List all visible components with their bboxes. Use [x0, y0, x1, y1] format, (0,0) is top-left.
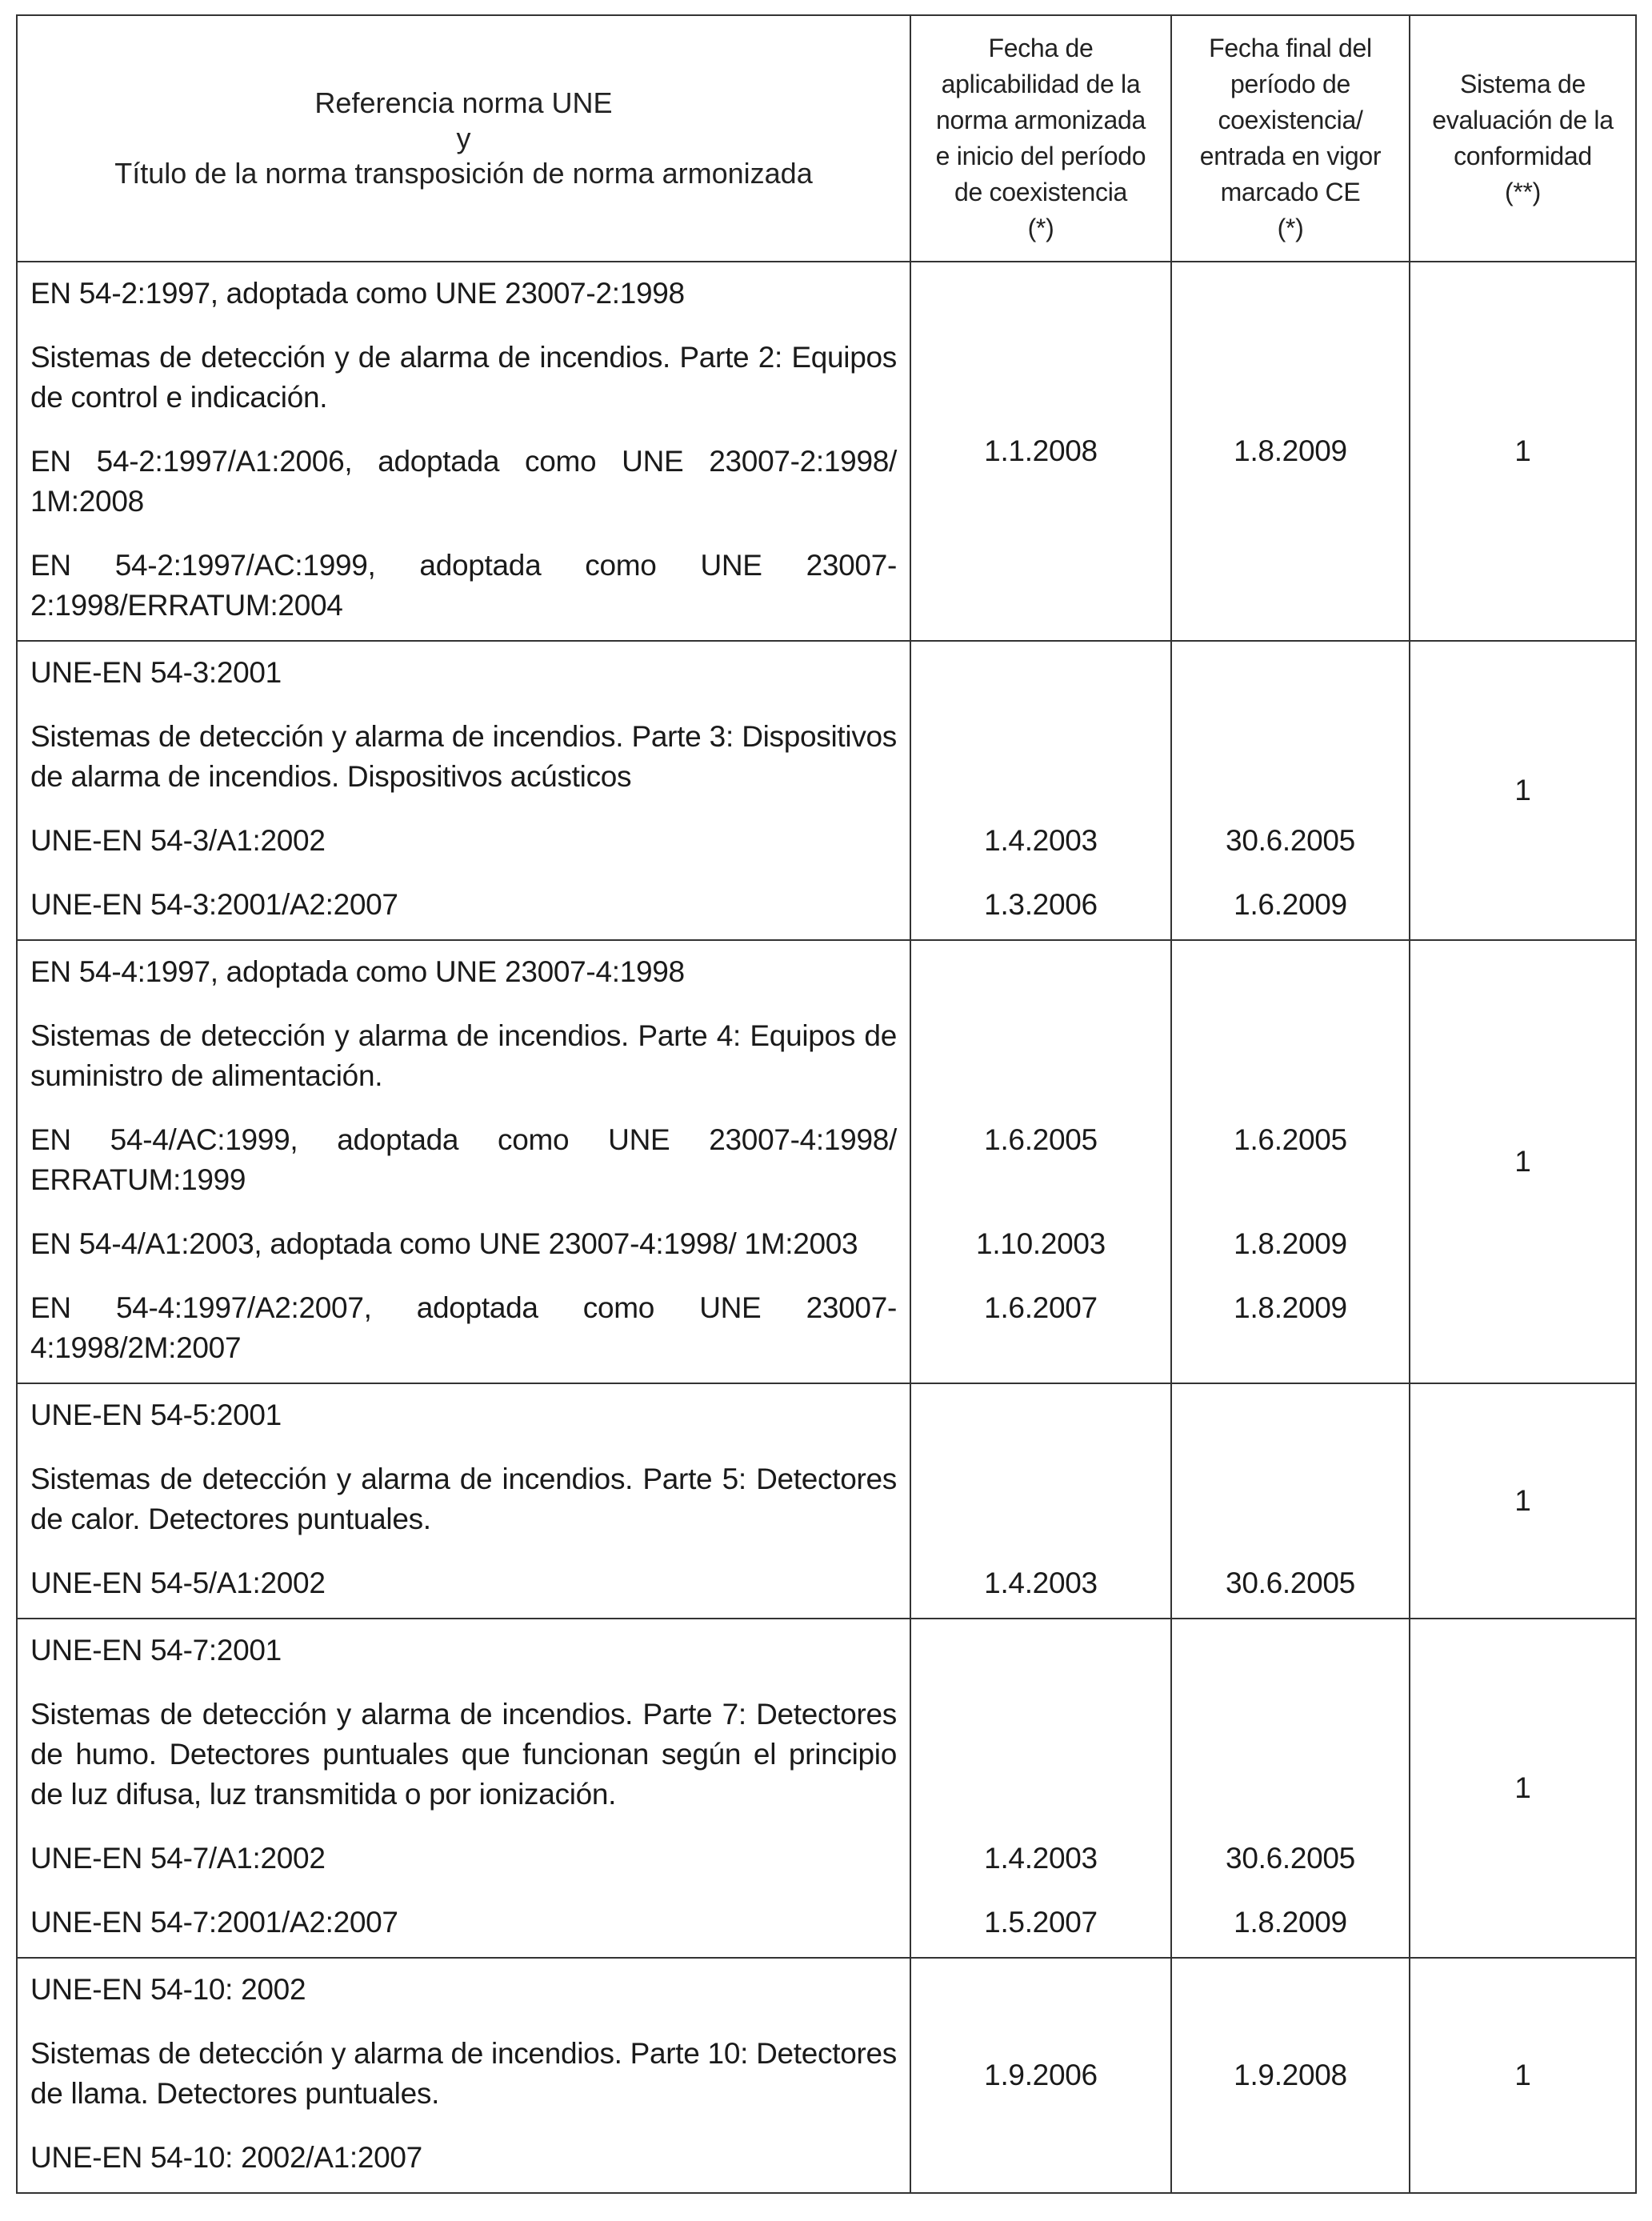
- conformity-system-cell: 1: [1410, 262, 1636, 641]
- header-reference-line: Título de la norma transposición de norma armonizada: [114, 157, 813, 190]
- standard-reference: UNE-EN 54-10: 2002: [30, 1973, 306, 2006]
- reference-cell: [17, 1619, 910, 1958]
- date-value: 1.6.2005: [984, 1123, 1098, 1156]
- header-line: Fecha final del: [1209, 34, 1372, 62]
- applicability-date-cell: 1.1.2008: [910, 262, 1171, 641]
- header-line: evaluación de la: [1432, 106, 1614, 134]
- table-row: [17, 1619, 1636, 1958]
- standard-amendment: EN 54-4/A1:2003, adoptada como UNE 23007-4:1998/ 1M:2003: [30, 1227, 858, 1260]
- applicability-date-cell: 1.9.2006: [910, 1958, 1171, 2193]
- date-value: 1.6.2009: [1234, 888, 1347, 921]
- standard-reference: UNE-EN 54-5:2001: [30, 1399, 282, 1431]
- standard-title: Sistemas de detección y de alarma de incendios. Parte 2: Equipos de control e indicación.: [30, 341, 897, 414]
- header-line: aplicabilidad de la: [941, 70, 1141, 98]
- conformity-system-cell: 1: [1410, 1958, 1636, 2193]
- standard-title: Sistemas de detección y alarma de incendios. Parte 7: Detectores de humo. Detectores puntuales que funcionan según el principio de luz difusa, luz transmitida o por ionización.: [30, 1698, 897, 1811]
- coexistence-end-date-cell: [1171, 1619, 1410, 1958]
- standard-erratum: EN 54-2:1997/AC:1999, adoptada como UNE 23007-2:1998/ERRATUM:2004: [30, 549, 897, 622]
- header-line: Fecha de: [988, 34, 1094, 62]
- standard-reference: UNE-EN 54-7:2001: [30, 1634, 282, 1667]
- standard-title: Sistemas de detección y alarma de incendios. Parte 5: Detectores de calor. Detectores puntuales.: [30, 1463, 897, 1535]
- date-value: 30.6.2005: [1226, 1567, 1355, 1599]
- header-line: entrada en vigor: [1199, 142, 1382, 170]
- header-applicability-date: [910, 15, 1171, 262]
- date-value: 1.8.2009: [1234, 1291, 1347, 1324]
- date-value: 1.4.2003: [984, 824, 1098, 857]
- coexistence-end-date-cell: [1171, 641, 1410, 940]
- header-reference: [17, 15, 910, 262]
- date-value: 1.10.2003: [976, 1227, 1106, 1260]
- conformity-system-cell: 1: [1410, 1383, 1636, 1619]
- header-line: coexistencia/: [1218, 106, 1363, 134]
- standard-title: Sistemas de detección y alarma de incendios. Parte 4: Equipos de suministro de alimentación.: [30, 1019, 897, 1092]
- table-row: [17, 1958, 1636, 2193]
- conformity-system-cell: 1: [1410, 940, 1636, 1383]
- standard-amendment: EN 54-2:1997/A1:2006, adoptada como UNE 23007-2:1998/ 1M:2008: [30, 445, 897, 518]
- date-value: 1.4.2003: [984, 1842, 1098, 1875]
- header-line: e inicio del período: [935, 142, 1146, 170]
- standard-title: Sistemas de detección y alarma de incendios. Parte 3: Dispositivos de alarma de incendios. Dispositivos acústicos: [30, 720, 897, 793]
- conformity-system-cell: 1: [1410, 1619, 1636, 1958]
- table-row: [17, 641, 1636, 940]
- header-line: de coexistencia: [954, 178, 1128, 206]
- header-coexistence-end-date: [1171, 15, 1410, 262]
- header-line: norma armonizada: [936, 106, 1146, 134]
- standard-reference: UNE-EN 54-3:2001: [30, 656, 282, 689]
- date-value: 1.8.2009: [1234, 1906, 1347, 1939]
- header-line: período de: [1230, 70, 1351, 98]
- standard-title: Sistemas de detección y alarma de incendios. Parte 10: Detectores de llama. Detectores puntuales.: [30, 2037, 897, 2110]
- date-value: 1.8.2009: [1234, 1227, 1347, 1260]
- table-row: [17, 262, 1636, 641]
- date-value: 30.6.2005: [1226, 824, 1355, 857]
- table-header-row: [17, 15, 1636, 262]
- coexistence-end-date-cell: [1171, 940, 1410, 1383]
- reference-cell: [17, 1383, 910, 1619]
- date-value: 30.6.2005: [1226, 1842, 1355, 1875]
- coexistence-end-date-cell: 1.8.2009: [1171, 262, 1410, 641]
- header-line: (*): [1027, 214, 1054, 242]
- date-value: 1.3.2006: [984, 888, 1098, 921]
- header-line: (**): [1504, 178, 1542, 206]
- standard-reference: EN 54-2:1997, adoptada como UNE 23007-2:1998: [30, 277, 685, 310]
- header-line: conformidad: [1454, 142, 1592, 170]
- standard-amendment: UNE-EN 54-7/A1:2002: [30, 1842, 326, 1875]
- standard-amendment: UNE-EN 54-3:2001/A2:2007: [30, 888, 398, 921]
- date-value: 1.5.2007: [984, 1906, 1098, 1939]
- standard-reference: EN 54-4:1997, adoptada como UNE 23007-4:1998: [30, 955, 685, 988]
- harmonized-standards-table: [16, 14, 1637, 2194]
- applicability-date-cell: [910, 940, 1171, 1383]
- table-row: [17, 940, 1636, 1383]
- coexistence-end-date-cell: [1171, 1383, 1410, 1619]
- reference-cell: [17, 940, 910, 1383]
- standard-amendment: EN 54-4:1997/A2:2007, adoptada como UNE 23007-4:1998/2M:2007: [30, 1291, 897, 1364]
- standard-amendment: UNE-EN 54-10: 2002/A1:2007: [30, 2141, 422, 2174]
- standard-amendment: UNE-EN 54-7:2001/A2:2007: [30, 1906, 398, 1939]
- coexistence-end-date-cell: 1.9.2008: [1171, 1958, 1410, 2193]
- reference-cell: [17, 1958, 910, 2193]
- standard-erratum: EN 54-4/AC:1999, adoptada como UNE 23007-4:1998/ ERRATUM:1999: [30, 1123, 897, 1196]
- date-value: 1.6.2007: [984, 1291, 1098, 1324]
- header-line: (*): [1277, 214, 1304, 242]
- reference-cell: [17, 262, 910, 641]
- applicability-date-cell: [910, 641, 1171, 940]
- standard-amendment: UNE-EN 54-5/A1:2002: [30, 1567, 326, 1599]
- conformity-system-cell: 1: [1410, 641, 1636, 940]
- applicability-date-cell: [910, 1383, 1171, 1619]
- reference-cell: [17, 641, 910, 940]
- applicability-date-cell: [910, 1619, 1171, 1958]
- standard-amendment: UNE-EN 54-3/A1:2002: [30, 824, 326, 857]
- date-value: 1.6.2005: [1234, 1123, 1347, 1156]
- date-value: 1.4.2003: [984, 1567, 1098, 1599]
- header-conformity-system: [1410, 15, 1636, 262]
- header-reference-line: y: [456, 122, 471, 154]
- header-line: Sistema de: [1459, 70, 1586, 98]
- header-reference-line: Referencia norma UNE: [314, 86, 613, 119]
- header-line: marcado CE: [1220, 178, 1361, 206]
- table-row: [17, 1383, 1636, 1619]
